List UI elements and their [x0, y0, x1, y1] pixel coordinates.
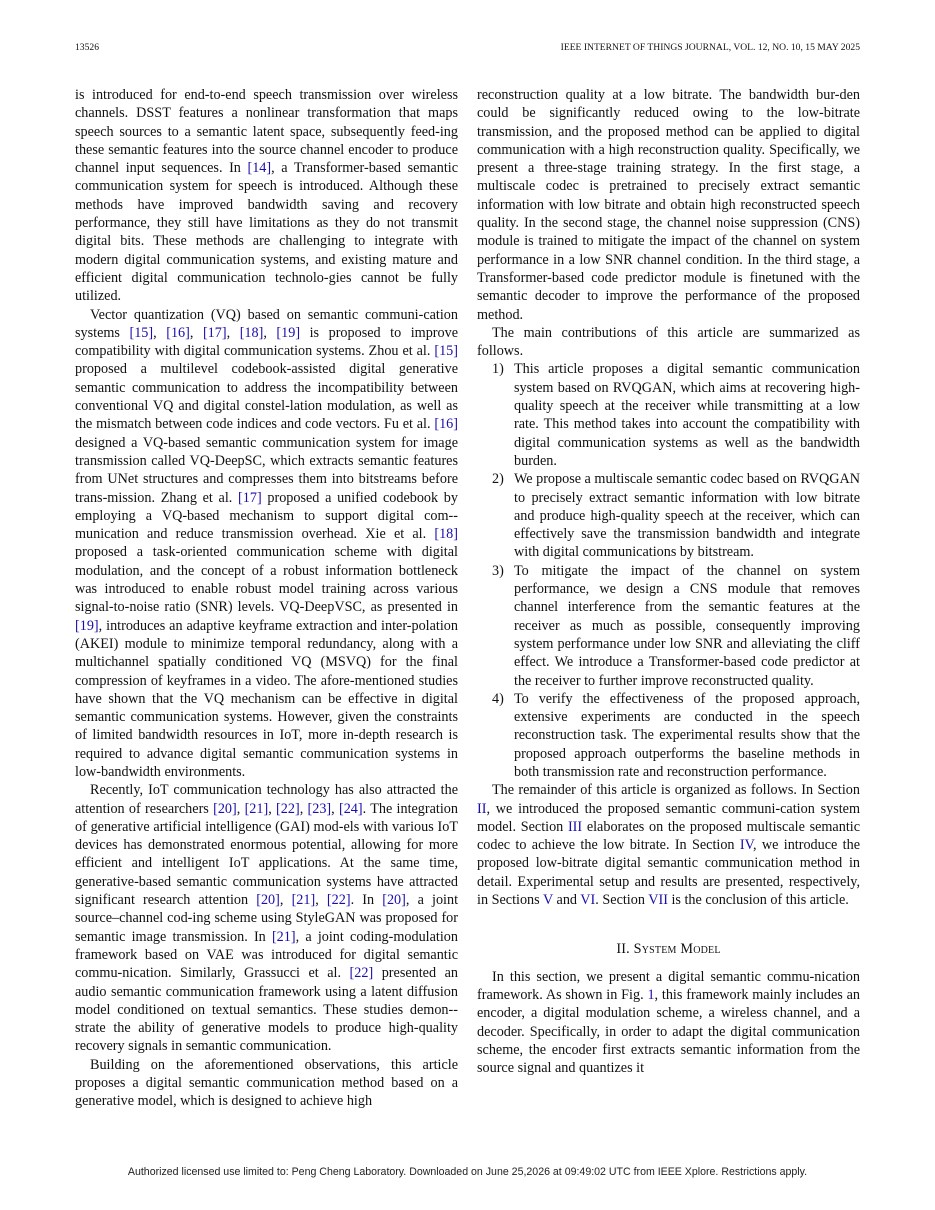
contributions-list: [477, 360, 860, 781]
page-header: [75, 42, 860, 56]
reference-link[interactable]: [15]: [434, 343, 458, 360]
page-number: 13526: [75, 42, 99, 53]
reference-link[interactable]: [22]: [349, 965, 374, 982]
reference-link[interactable]: [16]: [434, 416, 458, 433]
reference-link[interactable]: VI: [580, 892, 596, 909]
paragraph: is introduced for end-to-end speech transmission over wireless channels. DSST features a nonlinear transformation that maps speech sources to a semantic latent space, subsequently feed-ing these semantic features into the source channel encoder to produce channel input sequences. In [14], a Transformer-based semantic communication system for speech is introduced. Although these methods have improved bandwidth saving and recovery performance, they still have limitations as they do not transmit digital bits. These methods are challenging to integrate with modern digital communication systems, and existing mature and efficient digital communication technolo-gies cannot be fully utilized.: [75, 87, 458, 305]
reference-link[interactable]: [22]: [276, 800, 300, 817]
reference-link[interactable]: V: [542, 892, 553, 909]
list-number: 3): [492, 562, 504, 579]
list-item: [477, 470, 860, 561]
list-number: 1): [492, 361, 504, 378]
paragraph: The main contributions of this article are summarized as follows.: [477, 324, 860, 360]
license-footer: Authorized licensed use limited to: Peng Cheng Laboratory. Downloaded on June 25,2026 at 09:49:02 UTC from IEEE Xplore. Restrictions apply.: [127, 1166, 808, 1178]
reference-link[interactable]: [17]: [238, 489, 262, 506]
reference-link[interactable]: II: [477, 800, 487, 817]
list-item-text: We propose a multiscale semantic codec based on RVQGAN to precisely extract semantic information with low bitrate and produce high-quality speech at the receiver, which can effectively save the transmission bandwidth and integrate with digital communications by bitstream.: [514, 471, 860, 561]
list-item-text: This article proposes a digital semantic communication system based on RVQGAN, which aims at recovering high-quality speech at the receiver while transmitting at a low rate. This method takes into account the compatibility with digital communication systems as well as the bandwidth burden.: [514, 361, 860, 469]
reference-link[interactable]: [15]: [129, 324, 154, 341]
reference-link[interactable]: [14]: [247, 160, 272, 177]
reference-link[interactable]: [19]: [276, 324, 301, 341]
reference-link[interactable]: [21]: [291, 892, 316, 909]
reference-link[interactable]: [17]: [202, 324, 227, 341]
paragraph: Recently, IoT communication technology has also attracted the attention of researchers [20], [21], [22], [23], [24]. The integration of generative artificial intelligence (GAI) mod-els with various IoT devices has demonstrated enormous potential, allowing for more efficient and intelligent IoT applications. At the same time, generative-based semantic communication systems have attracted significant research attention [20], [21], [22]. In [20], a joint source–channel cod-ing scheme using StyleGAN was proposed for semantic image transmission. In [21], a joint coding-modulation framework based on VAE was introduced for digital semantic commu-nication. Similarly, Grassucci et al. [22] presented an audio semantic communication framework using a latent diffusion model conditioned on textual semantics. These studies demon-strate the ability of generative models to produce high-quality recovery signals in semantic communication.: [75, 782, 459, 1055]
reference-link[interactable]: [20]: [256, 892, 280, 909]
list-item: [477, 360, 860, 470]
paragraph: reconstruction quality at a low bitrate. The bandwidth bur-den could be significantly reduced owing to the low-bitrate transmission, and the proposed method can be applied to digital communication with a high reconstruction quality. Specifically, we present a three-stage training strategy. In the first stage, a multiscale codec is pretrained to precisely extract semantic information with low bitrate and obtain high reconstructed speech quality. In the second stage, the channel noise suppression (CNS) module is trained to mitigate the impact of the channel on system performance in a low SNR channel condition. In the third stage, a Transformer-based code predictor module is finetuned with the semantic decoder to improve the performance of the proposed method.: [477, 87, 860, 323]
reference-link[interactable]: [19]: [75, 617, 99, 634]
list-item: [477, 690, 860, 781]
paragraph: The remainder of this article is organized as follows. In Section II, we introduced the proposed semantic communi-cation system model. Section III elaborates on the proposed multiscale semantic codec to achieve the low bitrate. In Section IV, we introduce the proposed low-bitrate digital semantic communication method in detail. Experimental setup and results are presented, respectively, in Sections V and VI. Section VII is the conclusion of this article.: [477, 782, 861, 909]
journal-title: IEEE INTERNET OF THINGS JOURNAL, VOL. 12, NO. 10, 15 MAY 2025: [560, 42, 860, 53]
reference-link[interactable]: [18]: [239, 324, 264, 341]
reference-link[interactable]: [20]: [213, 800, 237, 817]
left-column: [75, 86, 458, 1111]
reference-link[interactable]: [20]: [382, 892, 406, 909]
reference-link[interactable]: [21]: [244, 800, 269, 817]
list-item: [477, 562, 860, 690]
list-number: 2): [492, 471, 504, 488]
reference-link[interactable]: III: [567, 818, 583, 835]
reference-link[interactable]: IV: [739, 837, 753, 854]
reference-link[interactable]: [18]: [434, 526, 458, 543]
reference-link[interactable]: [24]: [338, 800, 363, 817]
reference-link[interactable]: [23]: [307, 800, 332, 817]
reference-link[interactable]: [22]: [326, 892, 351, 909]
reference-link[interactable]: 1: [647, 986, 655, 1003]
paragraph: In this section, we present a digital semantic commu-nication framework. As shown in Fig. 1, this framework mainly includes an encoder, a digital modulation scheme, a wireless channel, and a decoder. Specifically, in order to adapt the digital communication scheme, the encoder first extracts semantic information from the source signal and quantizes it: [477, 968, 860, 1077]
reference-link[interactable]: [21]: [271, 928, 296, 945]
reference-link[interactable]: VII: [648, 892, 668, 909]
right-column: [477, 86, 860, 1077]
list-item-text: To mitigate the impact of the channel on system performance, we design a CNS module that removes channel interference from the semantic features at the receiver as much as possible, consequently improving system performance under low SNR and alleviating the cliff effect. We introduce a Transformer-based code predictor at the receiver to further improve reconstructed quality.: [514, 562, 860, 689]
section-heading: II. System Model: [616, 941, 721, 958]
reference-link[interactable]: [16]: [166, 324, 190, 341]
paragraph: Building on the aforementioned observations, this article proposes a digital semantic communication method based on a generative model, which is designed to achieve high: [75, 1056, 458, 1110]
list-item-text: To verify the effectiveness of the proposed approach, extensive experiments are conducted in the speech reconstruction task. The experimental results show that the proposed approach outperforms the baseline methods in both transmission rate and reconstruction performance.: [514, 690, 860, 780]
list-number: 4): [492, 690, 504, 707]
paragraph: Vector quantization (VQ) based on semantic communi-cation systems [15], [16], [17], [18], [19] is proposed to improve compatibility with digital communication systems. Zhou et al. [15] proposed a multilevel codebook-assisted digital generative semantic communication to address the incompatibility between conventional VQ and digital constel-lation modulation, as well as the mismatch between code indices and code vectors. Fu et al. [16] designed a VQ-based semantic communication system for image transmission called VQ-DeepSC, which extracts semantic features from UNet structures and compresses them into bitstreams before trans-mission. Zhang et al. [17] proposed a unified codebook by employing a VQ-based mechanism to support digital com-munication and reduce transmission overhead. Xie et al. [18] proposed a task-oriented communication scheme with digital modulation, and the concept of a robust information bottleneck was introduced to enable robust model training across various signal-to-noise ratio (SNR) levels. VQ-DeepVSC, as presented in [19], introduces an adaptive keyframe extraction and inter-polation (AKEI) module to minimize temporal redundancy, along with a multichannel spatially conditioned VQ (MSVQ) for the final compression of keyframes in a video. The afore-mentioned studies have shown that the VQ mechanism can be effective in digital semantic communication systems. However, given the constraints of limited bandwidth resources in IoT, more in-depth research is required to advance digital semantic communication systems in low-bandwidth environments.: [75, 306, 459, 780]
